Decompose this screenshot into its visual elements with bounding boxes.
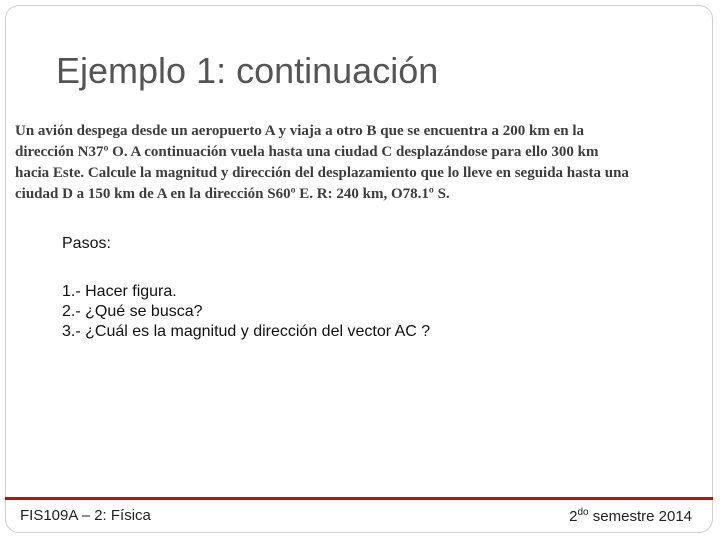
step-item: 2.- ¿Qué se busca?: [62, 303, 203, 320]
footer-course: FIS109A – 2: Física: [20, 507, 151, 524]
problem-statement-image: [15, 121, 683, 205]
footer-semester: [569, 507, 692, 525]
step-item: 1.- Hacer figura.: [62, 283, 177, 300]
problem-line: hacia Este. Calcule la magnitud y dirección del desplazamiento que lo lleve en seguida hasta una: [15, 165, 629, 181]
steps-heading: Pasos:: [62, 235, 111, 252]
semester-text: semestre 2014: [588, 508, 692, 525]
steps-list: [62, 282, 430, 342]
semester-ordinal: do: [577, 507, 589, 518]
problem-line: Un avión despega desde un aeropuerto A y viaja a otro B que se encuentra a 200 km en la: [15, 123, 585, 139]
problem-line: ciudad D a 150 km de A en la dirección S60º E. R: 240 km, O78.1º S.: [15, 186, 450, 202]
step-item: 3.- ¿Cuál es la magnitud y dirección del vector AC ?: [62, 323, 431, 340]
problem-line: dirección N37º O. A continuación vuela hasta una ciudad C desplazándose para ello 300 km: [15, 144, 599, 160]
slide-title: Ejemplo 1: continuación: [56, 50, 439, 91]
semester-number: 2: [569, 508, 578, 525]
